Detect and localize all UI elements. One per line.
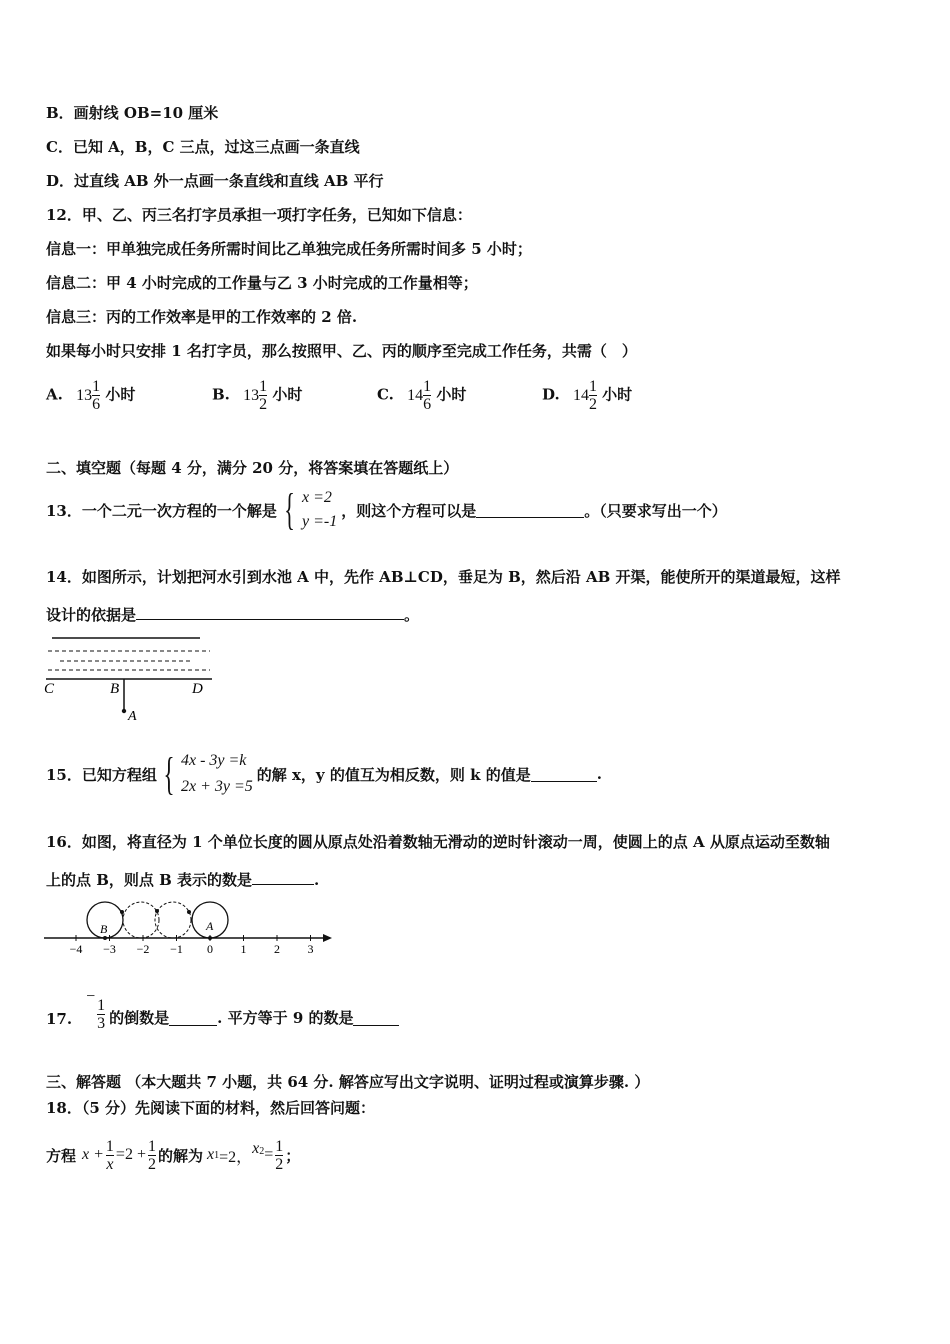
axis-tick-label: −2 bbox=[136, 942, 150, 956]
q12-option-d: D. 14 $\frac{1}{2}$ 小时 bbox=[542, 378, 633, 413]
q11-option-b: B．画射线 OB=10 厘米 bbox=[46, 104, 219, 122]
q17 bbox=[46, 988, 399, 1032]
q14-answer-blank[interactable] bbox=[136, 605, 404, 620]
rolling-circle-dashed bbox=[123, 902, 159, 938]
number-line-figure bbox=[40, 896, 340, 958]
q18-middle: 的解为 bbox=[157, 1146, 203, 1165]
q15-prefix: 15．已知方程组 bbox=[46, 765, 157, 784]
q16-answer-blank[interactable] bbox=[252, 870, 314, 885]
q13-middle: ，则这个方程可以是 bbox=[341, 501, 477, 520]
q13-answer-blank[interactable] bbox=[476, 503, 584, 518]
rolling-circle-dashed bbox=[155, 902, 191, 938]
q15-eq1: 4x - 3y =k bbox=[180, 752, 247, 769]
q18-sol1-val: =2， bbox=[219, 1148, 253, 1166]
q15-answer-blank[interactable] bbox=[531, 767, 597, 782]
q13 bbox=[46, 484, 727, 536]
label-a: A bbox=[128, 709, 137, 724]
q15-eq2: 2x + 3y =5 bbox=[180, 778, 253, 795]
q18-sol1: x bbox=[206, 1146, 215, 1163]
axis-tick-label: −3 bbox=[103, 942, 116, 956]
q16-line2: 上的点 B，则点 B 表示的数是 . bbox=[46, 871, 320, 889]
q12-question: 如果每小时只安排 1 名打字员，那么按照甲、乙、丙的顺序至完成工作任务，共需（ ） bbox=[46, 342, 637, 360]
q17-answer-blank-1[interactable] bbox=[169, 1011, 217, 1026]
q17-number: 17. bbox=[46, 1010, 73, 1028]
q18-eq-mid: =2 + bbox=[115, 1146, 146, 1163]
q16-line1: 16．如图，将直径为 1 个单位长度的圆从原点处沿着数轴无滑动的逆时针滚动一周，使圆上的点 A 从原点运动至数轴 bbox=[46, 833, 830, 851]
q18-sol2: x bbox=[252, 1140, 260, 1157]
axis-tick-label: −4 bbox=[69, 942, 83, 956]
rolling-point-dot bbox=[155, 909, 159, 913]
axis-tick-label: 1 bbox=[240, 942, 247, 956]
axis-tick-label: −1 bbox=[170, 942, 183, 956]
q15 bbox=[46, 746, 602, 802]
axis-tick-label: 3 bbox=[307, 942, 314, 956]
q12-info1: 信息一：甲单独完成任务所需时间比乙单独完成任务所需时间多 5 小时； bbox=[46, 240, 532, 258]
point-a-dot bbox=[122, 709, 126, 713]
axis-arrow-icon bbox=[323, 934, 332, 942]
section3-heading: 三、解答题 （本大题共 7 小题，共 64 分. 解答应写出文字说明、证明过程或演算步骤. ） bbox=[46, 1073, 650, 1091]
rolling-point-dot bbox=[187, 910, 191, 914]
q17-middle2: . 平方等于 9 的数是 bbox=[217, 1009, 354, 1027]
q14-line2: 设计的依据是 。 bbox=[46, 606, 420, 624]
river-figure bbox=[40, 630, 220, 725]
brace-icon: { bbox=[163, 748, 175, 799]
q13-eq2: y =-1 bbox=[302, 513, 338, 530]
q17-fraction: $\frac{1}{3}$ bbox=[97, 997, 106, 1032]
q18-eq-x: x + bbox=[82, 1146, 104, 1163]
axis-tick-label: 0 bbox=[207, 942, 213, 956]
q18-suffix: ； bbox=[285, 1146, 301, 1165]
q18-stem: 18．（5 分）先阅读下面的材料，然后回答问题： bbox=[46, 1099, 376, 1117]
label-a: A bbox=[206, 919, 214, 933]
q12-info3: 信息三：丙的工作效率是甲的工作效率的 2 倍. bbox=[46, 308, 358, 326]
q15-middle: 的解 x，y 的值互为相反数，则 k 的值是 bbox=[256, 765, 531, 784]
q13-eq1: x =2 bbox=[302, 489, 332, 506]
q11-option-d: D．过直线 AB 外一点画一条直线和直线 AB 平行 bbox=[46, 172, 384, 190]
q12-option-c: C. 14 $\frac{1}{6}$ 小时 bbox=[377, 378, 467, 413]
q12-stem: 12．甲、乙、丙三名打字员承担一项打字任务，已知如下信息： bbox=[46, 206, 472, 224]
label-b: B bbox=[110, 681, 120, 697]
rolling-point-dot bbox=[120, 910, 124, 914]
axis-tick-label: 2 bbox=[274, 942, 280, 956]
point-a-dot bbox=[208, 936, 212, 940]
label-d: D bbox=[192, 681, 203, 697]
q11-option-c: C．已知 A，B，C 三点，过这三点画一条直线 bbox=[46, 138, 360, 156]
section2-heading: 二、填空题（每题 4 分，满分 20 分，将答案填在答题纸上） bbox=[46, 459, 459, 477]
label-b: B bbox=[100, 922, 108, 936]
q13-suffix: 。（只要求写出一个） bbox=[584, 501, 727, 520]
q18-prefix: 方程 bbox=[46, 1146, 77, 1165]
q12-option-b: B. 13 $\frac{1}{2}$ 小时 bbox=[212, 378, 303, 413]
point-b-dot bbox=[103, 936, 107, 940]
brace-icon: { bbox=[284, 485, 295, 534]
q12-option-a: A. 13 $\frac{1}{6}$ 小时 bbox=[46, 378, 136, 413]
q14-line1: 14．如图所示，计划把河水引到水池 A 中，先作 AB⊥CD，垂足为 B，然后沿 AB 开渠，能使所开的渠道最短，这样 bbox=[46, 568, 841, 586]
q13-prefix: 13．一个二元一次方程的一个解是 bbox=[46, 501, 277, 520]
q17-middle: 的倒数是 bbox=[109, 1009, 170, 1027]
q17-sign: − bbox=[86, 988, 96, 1005]
q17-answer-blank-2[interactable] bbox=[353, 1011, 399, 1026]
q12-info2: 信息二：甲 4 小时完成的工作量与乙 3 小时完成的工作量相等； bbox=[46, 274, 478, 292]
label-c: C bbox=[44, 681, 55, 697]
q15-suffix: . bbox=[596, 765, 602, 783]
q18-equation: 方程 x + $\frac{1}{x}$ =2 + $\frac{1}{2}$ 的解为 x 1 =2， x 2 = $\frac{1}{2}$ ； bbox=[46, 1137, 301, 1173]
